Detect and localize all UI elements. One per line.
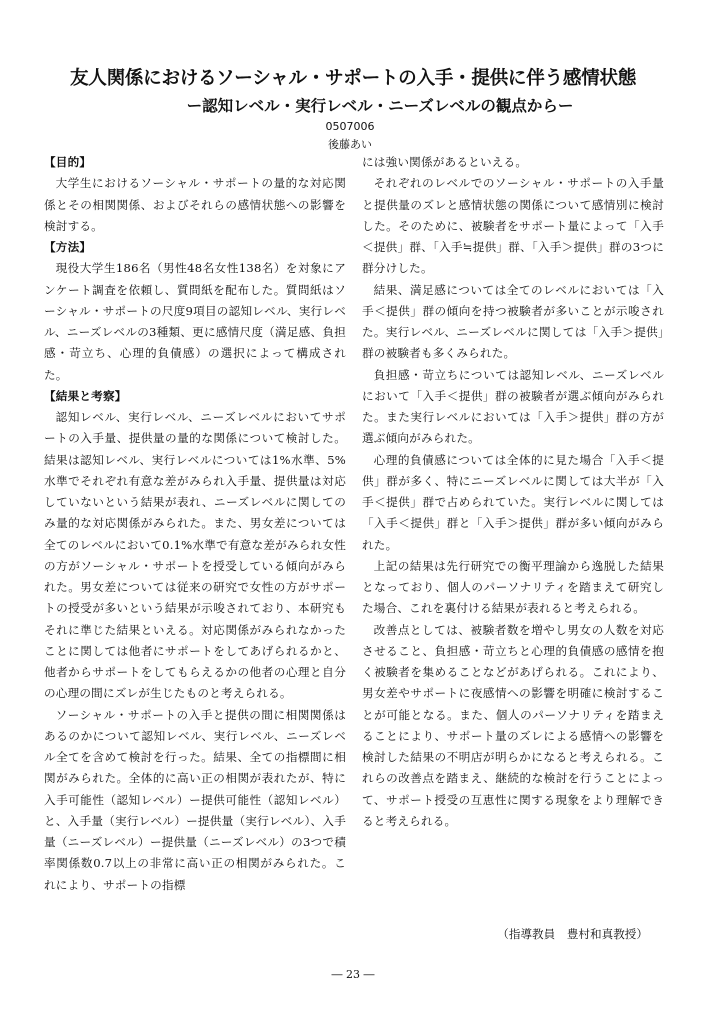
advisor-note: （指導教員 豊村和真教授） — [497, 927, 648, 941]
results-paragraph-burden: 負担感・苛立ちについては認知レベル、ニーズレベルにおいて「入手＜提供」群の被験者が選ぶ傾向がみられた。また実行レベルにおいては「入手＞提供」群の方が選ぶ傾向がみられた。 — [362, 367, 664, 446]
section-heading-results: 【結果と考察】 — [44, 388, 127, 403]
paper-title: 友人関係におけるソーシャル・サポートの入手・提供に伴う感情状態 — [70, 68, 636, 89]
left-column — [44, 152, 346, 896]
section-heading-method: 【方法】 — [44, 240, 92, 254]
section-heading-purpose: 【目的】 — [44, 155, 92, 169]
improvement-paragraph: 改善点としては、被験者数を増やし男女の人数を対応させること、負担感・苛立ちと心理的負債感の感情を抱く被験者を集めることなどがあげられる。これにより、男女差やサポートに夜感情への影響を明確に検討することが可能となる。また、個人のパーソナリティを踏まえることにより、サポート量のズレによる感情への影響を検討した結果の不明店が明らかになると考えられる。これらの改善点を踏まえ、継続的な検討を行うことによって、サポート授受の互恵性に関する現象をより理解できると考えられる。 — [362, 622, 664, 828]
right-column — [362, 152, 664, 832]
results-continuation: には強い関係があるといえる。 — [362, 155, 528, 169]
student-id: 0507006 — [325, 120, 375, 133]
method-paragraph: 現役大学生186名（男性48名女性138名）を対象にアンケート調査を依頼し、質問紙を配布した。質問紙はソーシャル・サポートの尺度9項目の認知レベル、実行レベル、ニーズレベルの3種類、更に感情尺度（満足感、負担感・苛立ち、心理的負債感）の選択によって構成された。 — [44, 261, 346, 382]
discussion-paragraph: 上記の結果は先行研究での衡平理論から逸脱した結果となっており、個人のパーソナリティを踏まえて研究した場合、これを裏付ける結果が表れると考えられる。 — [362, 558, 664, 616]
paper-subtitle: ー認知レベル・実行レベル・ニーズレベルの観点からー — [186, 97, 574, 115]
purpose-paragraph: 大学生におけるソーシャル・サポートの量的な対応関係とその相関関係、およびそれらの感情状態への影響を検討する。 — [44, 176, 346, 233]
results-paragraph-2: ソーシャル・サポートの入手と提供の間に相関関係はあるのかについて認知レベル、実行レベル、ニーズレベル全てを含めて検討を行った。結果、全ての指標間に相関がみられた。全体的に高い正の相関が表れたが、特に入手可能性（認知レベル）ー提供可能性（認知レベル）と、入手量（実行レベル）ー提供量（実行レベル）、入手量（ニーズレベル）ー提供量（ニーズレベル）の3つで積率関係数0.7以上の非常に高い正の相関がみられた。これにより、サポートの指標 — [44, 707, 346, 892]
page-number: ― 23 ― — [331, 968, 375, 981]
results-paragraph-3: それぞれのレベルでのソーシャル・サポートの入手量と提供量のズレと感情状態の関係について感情別に検討した。そのために、被験者をサポート量によって「入手＜提供」群、「入手≒提供」群、「入手＞提供」群の3つに群分けした。 — [362, 176, 664, 276]
results-paragraph-satisfaction: 結果、満足感については全てのレベルにおいては「入手＜提供」群の傾向を持つ被験者が多いことが示唆された。実行レベル、ニーズレベルに関しては「入手＞提供」群の被験者も多くみられた。 — [362, 282, 664, 361]
results-paragraph-debt: 心理的負債感については全体的に見た場合「入手＜提供」群が多く、特にニーズレベルに関しては大半が「入手＜提供」群で占められていた。実行レベルに関しては「入手＜提供」群と「入手＞提供」群が多い傾向がみられた。 — [362, 452, 664, 552]
author-name: 後藤あい — [328, 138, 372, 151]
results-paragraph-1: 認知レベル、実行レベル、ニーズレベルにおいてサポートの入手量、提供量の量的な関係について検討した。結果は認知レベル、実行レベルについては1%水準、5%水準でそれぞれ有意な差がみられ入手量、提供量は対応していないという結果が表れ、ニーズレベルに関してのみ量的な対応関係がみられた。また、男女差については全てのレベルにおいて0.1%水準で有意な差がみられ女性の方がソーシャル・サポートを授受している傾向がみられた。男女差については従来の研究で女性の方がサポートの授受が多いという結果が示唆されており、本研究もそれに準じた結果といえる。対応関係がみられなかったことに関しては他者にサポートをしてあげられるかと、他者からサポートをしてもらえるかの他者の心理と自分の心理の間にズレが生じたものと考えられる。 — [44, 410, 346, 701]
